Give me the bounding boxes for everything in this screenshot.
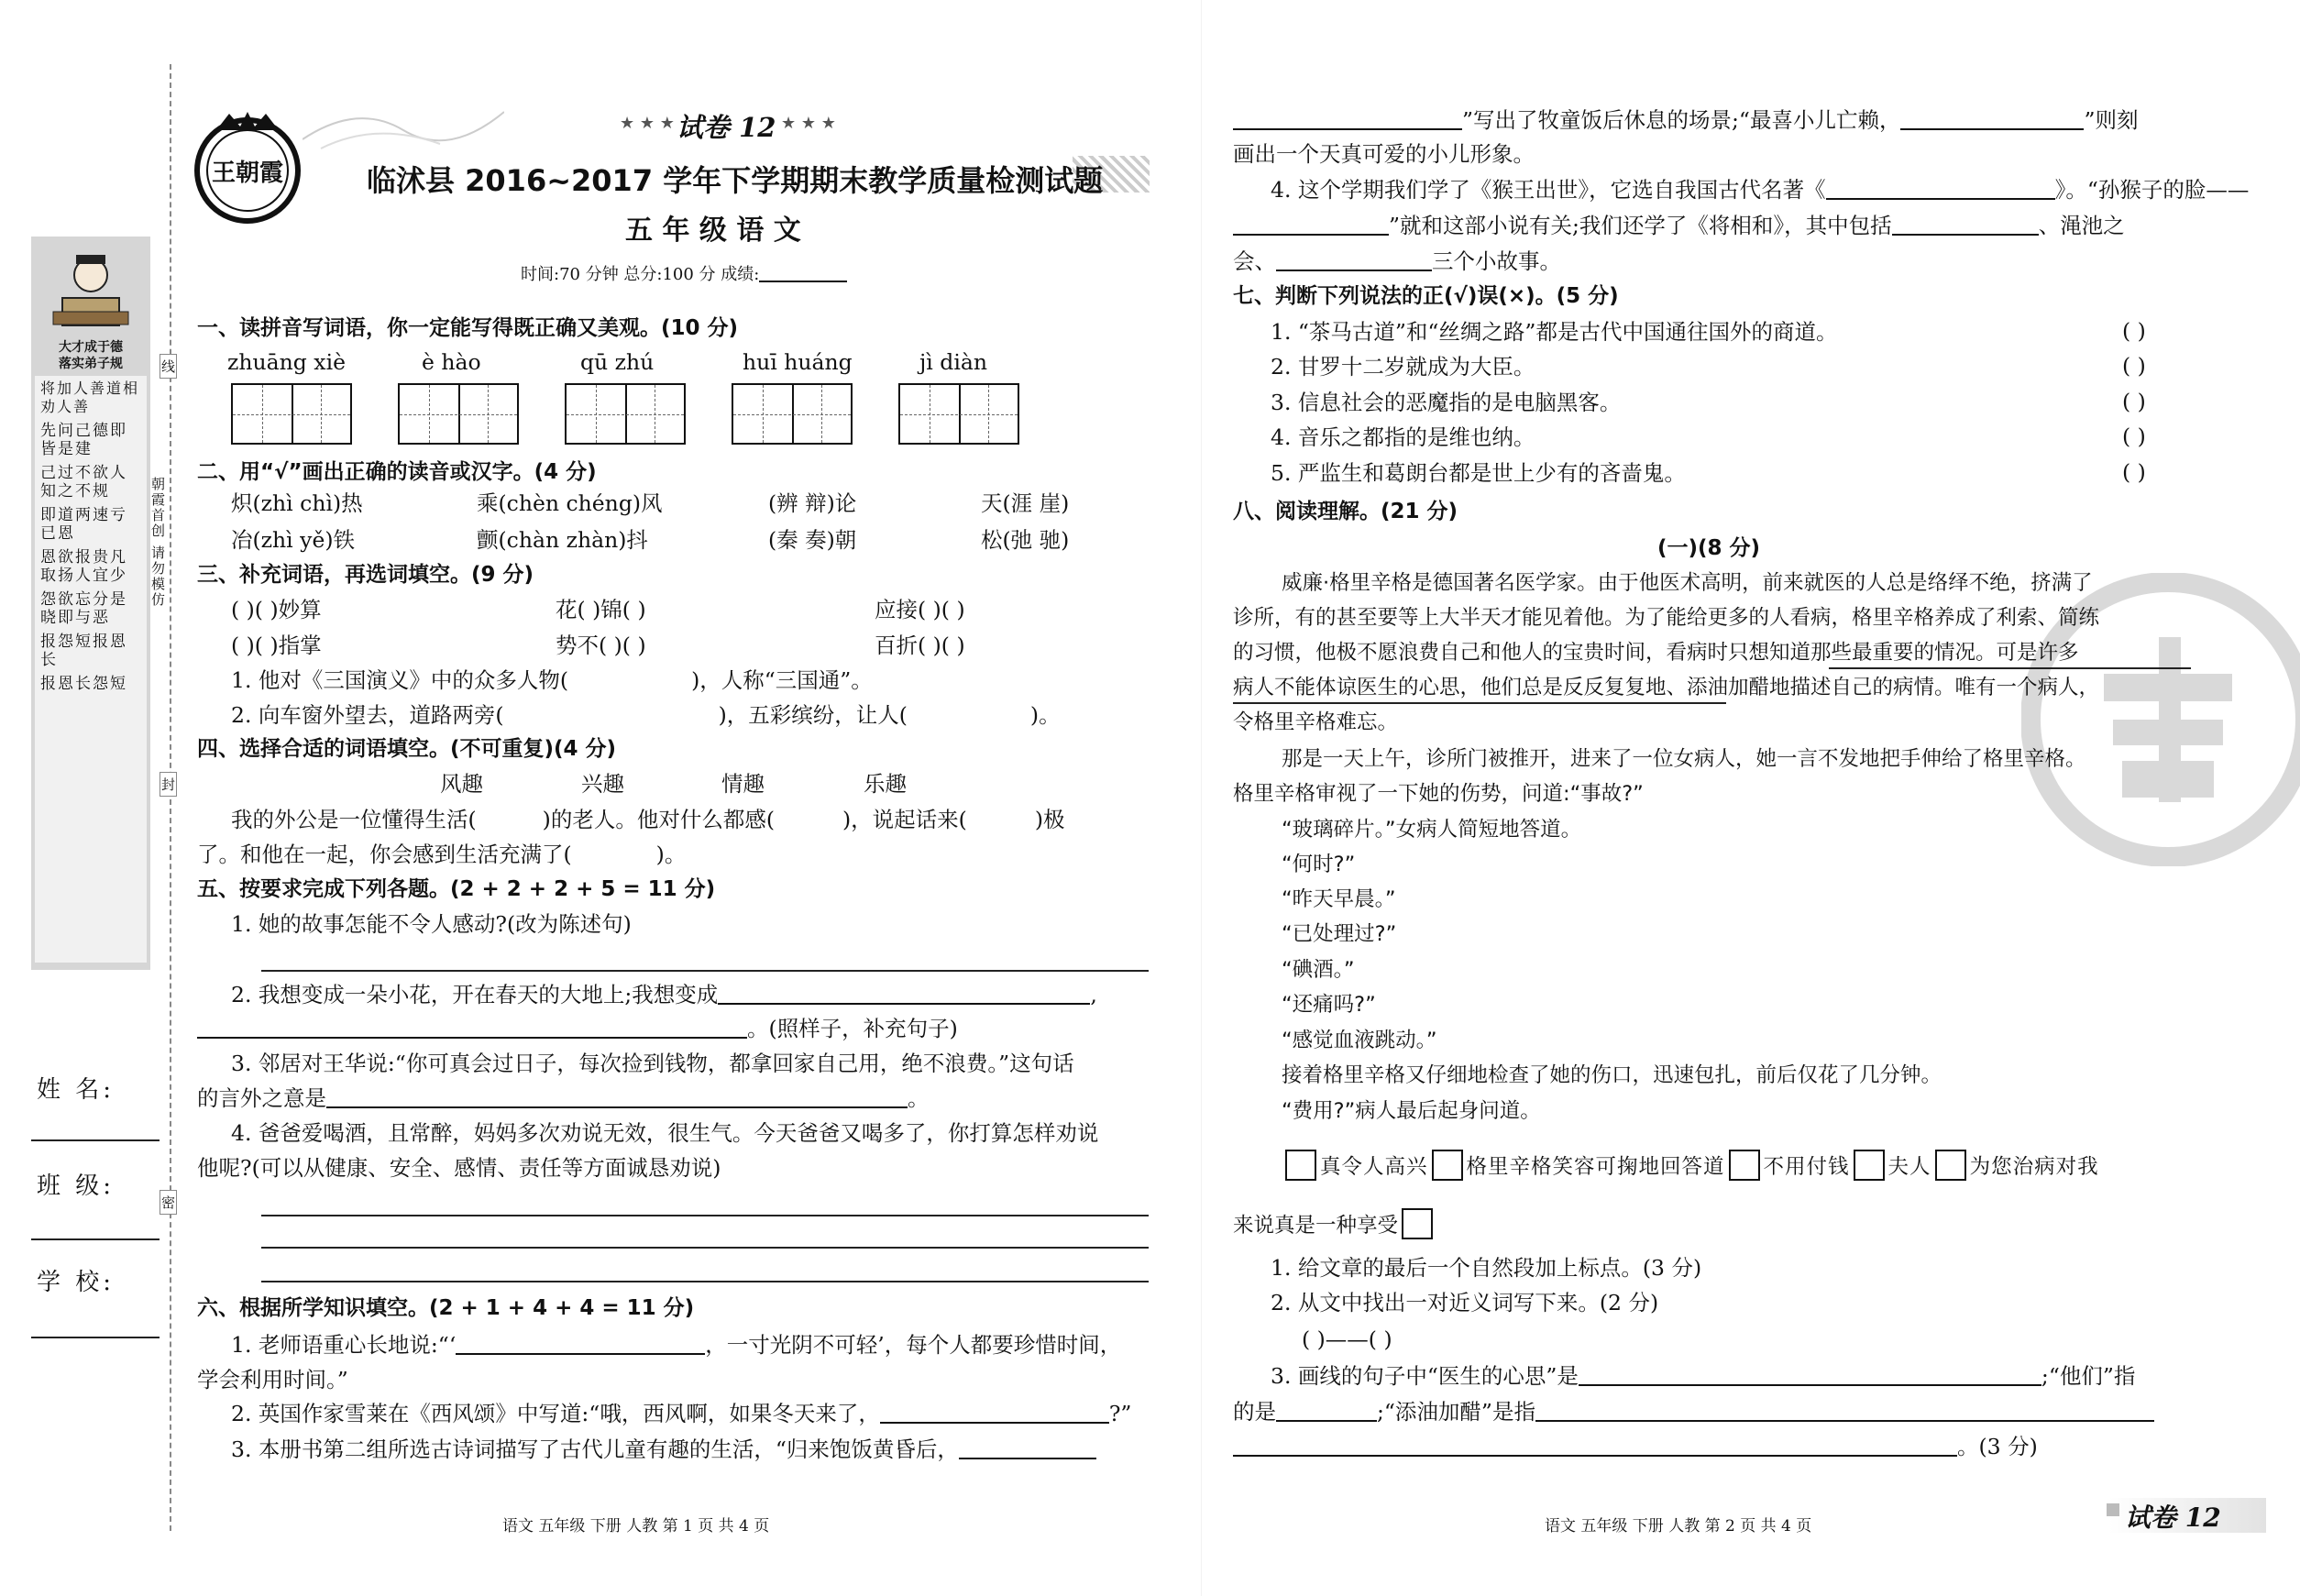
writing-box[interactable] xyxy=(898,383,1019,445)
section-2-title: 二、用“√”画出正确的读音或汉字。(4 分) xyxy=(197,460,597,484)
sidebar-text: 己过不欲人知之不规 xyxy=(40,464,127,501)
answer-blank[interactable] xyxy=(1535,1400,2154,1422)
text: )，五彩缤纷，让人( xyxy=(718,702,908,728)
text: 来说真是一种享受 xyxy=(1233,1214,1399,1238)
class-field[interactable] xyxy=(31,1238,160,1240)
sidebar-text: 将加人善道相劝人善 xyxy=(40,380,140,415)
question xyxy=(1233,106,2138,134)
writing-box[interactable] xyxy=(565,383,686,445)
pinyin: qū zhú xyxy=(580,349,655,375)
question: 学会利用时间。” xyxy=(197,1367,348,1392)
answer-blank[interactable] xyxy=(880,1402,1109,1424)
text: 1. 老师语重心长地说:“‘ xyxy=(231,1332,457,1358)
tag-square xyxy=(2107,1503,2119,1516)
pinyin: è hào xyxy=(422,349,481,375)
idiom-item[interactable]: ( )( )指掌 xyxy=(231,633,322,658)
passage-line: 令格里辛格难忘。 xyxy=(1233,710,1399,734)
reading-subtitle: (一)(8 分) xyxy=(1657,536,1761,560)
text: 格里辛格笑容可掬地回答道 xyxy=(1466,1155,1725,1179)
punct-box[interactable] xyxy=(1854,1150,1885,1181)
sidebar-text: 即道两速亏已恩 xyxy=(40,506,127,543)
text: )极 xyxy=(1034,807,1065,832)
answer-paren[interactable]: ( ) xyxy=(2122,389,2146,414)
dialogue-line: “感觉血液跳动。” xyxy=(1282,1029,1437,1052)
section-5-title: 五、按要求完成下列各题。(2 + 2 + 2 + 5 = 11 分) xyxy=(197,877,716,901)
text: )。 xyxy=(655,842,687,867)
answer-blank[interactable] xyxy=(959,1437,1096,1459)
question xyxy=(231,1331,1121,1359)
underline-mark xyxy=(1829,667,2191,669)
sidebar-text: 恩欲报贵凡取扬人宜少 xyxy=(40,548,127,585)
text: 夫人 xyxy=(1887,1155,1931,1179)
test-number: 试卷 12 xyxy=(677,112,776,143)
dialogue-line: “碘酒。” xyxy=(1282,958,1355,982)
answer-blank[interactable] xyxy=(1900,108,2084,130)
answer-pair[interactable]: ( )——( ) xyxy=(1302,1326,1392,1352)
text: 我的外公是一位懂得生活( xyxy=(231,807,477,832)
text: 真令人高兴 xyxy=(1320,1155,1428,1179)
answer-blank[interactable] xyxy=(1233,214,1389,236)
punct-box[interactable] xyxy=(1402,1208,1433,1239)
section-8-title: 八、阅读理解。(21 分) xyxy=(1233,500,1458,523)
text: ”就和这部小说有关;我们还学了《将相和》，其中包括 xyxy=(1389,213,1892,238)
dialogue-line: “费用?”病人最后起身问道。 xyxy=(1282,1099,1541,1123)
answer-blank[interactable] xyxy=(1233,1435,1957,1457)
idiom-item[interactable]: 势不( )( ) xyxy=(556,633,646,658)
brand-logo xyxy=(189,110,306,227)
text: 3. 本册书第二组所选古诗词描写了古代儿童有趣的生活，“归来饱饭黄昏后， xyxy=(231,1436,959,1462)
question: 他呢?(可以从健康、安全、感情、责任等方面诚恳劝说) xyxy=(197,1155,721,1181)
answer-blank[interactable] xyxy=(1892,214,2039,236)
choice-item[interactable]: 炽(zhì chì)热 xyxy=(231,490,363,516)
writing-box[interactable] xyxy=(231,383,352,445)
score-blank[interactable] xyxy=(759,266,847,282)
text: 会、 xyxy=(1233,248,1276,274)
dialogue-line: “玻璃碎片。”女病人简短地答道。 xyxy=(1282,818,1582,842)
passage-line: 病人不能体谅医生的心思，他们总是反反复复地、添油加醋地描述自己的病情。唯有一个病人， xyxy=(1233,676,2100,699)
passage-line: 威廉·格里辛格是德国著名医学家。由于他医术高明，前来就医的人总是络绎不绝，挤满了 xyxy=(1282,571,2093,595)
answer-paren[interactable]: ( ) xyxy=(2122,353,2146,379)
logo-text: 王朝霞 xyxy=(211,160,283,187)
answer-paren[interactable]: ( ) xyxy=(2122,459,2146,485)
text: )，人称“三国通”。 xyxy=(691,667,873,693)
text: 的是 xyxy=(1233,1399,1276,1425)
text: 2. 我想变成一朵小花，开在春天的大地上;我想变成 xyxy=(231,982,719,1007)
answer-line[interactable] xyxy=(261,1281,1149,1282)
answer-blank[interactable] xyxy=(718,983,1090,1005)
text: ”写出了牧童饭后休息的场景;“最喜小儿亡赖， xyxy=(1462,107,1901,133)
seal-mark: 密 xyxy=(160,1190,177,1215)
passage-line: 格里辛格审视了一下她的伤势，问道:“事故?” xyxy=(1233,782,1644,806)
punct-box[interactable] xyxy=(1729,1150,1760,1181)
word-option: 情趣 xyxy=(721,771,765,797)
school-field[interactable] xyxy=(31,1337,160,1338)
choice-item[interactable]: 松(弛 驰) xyxy=(981,527,1070,553)
judge-item: 5. 严监生和葛朗台都是世上少有的吝啬鬼。 xyxy=(1271,460,1686,486)
idiom-item[interactable]: 应接( )( ) xyxy=(875,597,965,622)
idiom-item[interactable]: 百折( )( ) xyxy=(875,633,965,658)
question: 2. 从文中找出一对近义词写下来。(2 分) xyxy=(1271,1290,1659,1315)
answer-line[interactable] xyxy=(261,1215,1149,1216)
judge-item: 1. “茶马古道”和“丝绸之路”都是古代中国通往国外的商道。 xyxy=(1271,319,1838,345)
section-1-title: 一、读拼音写词语，你一定能写得既正确又美观。(10 分) xyxy=(197,316,739,340)
question xyxy=(1271,176,2249,204)
text: 2. 英国作家雪莱在《西风颂》中写道:“哦，西风啊，如果冬天来了， xyxy=(231,1401,880,1426)
sidebar-text: 报恩长怨短 xyxy=(40,675,127,693)
answer-blank[interactable] xyxy=(326,1086,908,1108)
dialogue-line: “何时?” xyxy=(1282,853,1356,876)
text: 。(3 分) xyxy=(1957,1434,2038,1459)
question xyxy=(231,1400,1131,1427)
section-3-title: 三、补充词语，再选词填空。(9 分) xyxy=(197,563,534,587)
idiom-item[interactable]: 花( )锦( ) xyxy=(556,597,646,622)
stars-right: ★ ★ ★ xyxy=(781,114,836,133)
answer-blank[interactable] xyxy=(1826,178,2055,200)
choice-item[interactable]: 冶(zhì yě)铁 xyxy=(231,527,356,553)
exam-meta xyxy=(521,261,847,285)
text: 为您治病对我 xyxy=(1969,1155,2099,1179)
choice-item[interactable]: (辨 辩)论 xyxy=(768,490,857,516)
punct-box[interactable] xyxy=(1935,1150,1966,1181)
text: 三个小故事。 xyxy=(1432,248,1561,274)
question xyxy=(231,666,873,694)
section-7-title: 七、判断下列说法的正(√)误(×)。(5 分) xyxy=(1233,284,1619,308)
scholar-illustration xyxy=(44,248,138,335)
school-label: 学 校: xyxy=(37,1269,116,1296)
dialogue-line: “已处理过?” xyxy=(1282,922,1397,946)
page-footer: 语文 五年级 下册 人教 第 2 页 共 4 页 xyxy=(1545,1517,1812,1535)
question xyxy=(231,806,1065,833)
text: )的老人。他对什么都感( xyxy=(542,807,776,832)
judge-item: 4. 音乐之都指的是维也纳。 xyxy=(1271,424,1535,450)
idiom-item[interactable]: ( )( )妙算 xyxy=(231,597,322,622)
text: 的言外之意是 xyxy=(197,1085,326,1111)
text: ?” xyxy=(1108,1401,1132,1426)
punct-box[interactable] xyxy=(1432,1150,1463,1181)
question: 2. 我想变成一朵小花，开在春天的大地上;我想变成 , xyxy=(231,982,1097,1007)
punct-box[interactable] xyxy=(1285,1150,1316,1181)
text: ，一寸光阴不可轻’，每个人都要珍惜时间， xyxy=(705,1332,1122,1358)
judge-item: 3. 信息社会的恶魔指的是电脑黑客。 xyxy=(1271,390,1622,415)
word-option: 乐趣 xyxy=(864,771,907,797)
choice-item[interactable]: 乘(chèn chéng)风 xyxy=(477,490,663,516)
punctuation-exercise xyxy=(1233,1208,1436,1239)
class-label: 班 级: xyxy=(37,1172,116,1200)
judge-item: 2. 甘罗十二岁就成为大臣。 xyxy=(1271,354,1535,380)
answer-blank[interactable] xyxy=(197,1017,747,1039)
margin-note: 朝霞首创 请勿模仿 xyxy=(149,477,166,608)
word-option: 兴趣 xyxy=(581,771,624,797)
text: ”则刻 xyxy=(2084,107,2139,133)
underline-mark xyxy=(1233,702,1726,704)
section-4-title: 四、选择合适的词语填空。(不可重复)(4 分) xyxy=(197,737,617,761)
question: 的言外之意是 。 xyxy=(197,1085,930,1111)
text: 不用付钱 xyxy=(1763,1155,1850,1179)
text: ;“添油加醋”是指 xyxy=(1377,1399,1535,1425)
text: 》。“孙猴子的脸—— xyxy=(2054,177,2250,203)
sidebar-panel xyxy=(31,237,150,970)
word-option: 风趣 xyxy=(440,771,483,797)
answer-paren[interactable]: ( ) xyxy=(2122,318,2146,344)
question xyxy=(197,1015,958,1042)
answer-line[interactable] xyxy=(261,970,1149,972)
text: 了。和他在一起，你会感到生活充满了( xyxy=(197,842,572,867)
motto-line: 大才成于德 xyxy=(59,340,123,355)
motto-line: 落实弟子规 xyxy=(59,357,123,371)
question: 1. 给文章的最后一个自然段加上标点。(3 分) xyxy=(1271,1255,1702,1281)
writing-box[interactable] xyxy=(732,383,853,445)
choice-item[interactable]: 天(涯 崖) xyxy=(981,490,1070,516)
question: 画出一个天真可爱的小儿形象。 xyxy=(1233,141,1535,167)
answer-blank[interactable] xyxy=(456,1333,705,1355)
exam-meta-text: 时间:70 分钟 总分:100 分 成绩: xyxy=(521,265,760,284)
question xyxy=(1233,212,2125,239)
text: 、渑池之 xyxy=(2038,213,2125,238)
dialogue-line: “还痛吗?” xyxy=(1282,993,1376,1017)
text: 。(照样子，补充句子) xyxy=(747,1016,958,1041)
sidebar-text: 怨欲忘分是晓即与恶 xyxy=(40,590,127,627)
text: 1. 他对《三国演义》中的众多人物( xyxy=(231,667,569,693)
text: )。 xyxy=(1029,702,1061,728)
dialogue-line: “昨天早晨。” xyxy=(1282,887,1396,911)
pinyin: jì diàn xyxy=(919,349,987,375)
question: 3. 邻居对王华说:“你可真会过日子，每次捡到钱物，都拿回家自己用，绝不浪费。”这句话 xyxy=(231,1051,1074,1076)
page-tag: 试卷 12 xyxy=(2125,1502,2221,1533)
page-title: 临沭县 2016~2017 学年下学期期末教学质量检测试题 xyxy=(367,163,1104,198)
subject-title: 五 年 级 语 文 xyxy=(625,215,801,247)
pinyin: zhuāng xiè xyxy=(227,349,346,375)
answer-blank[interactable] xyxy=(1276,249,1432,271)
text: ;“他们”指 xyxy=(2041,1363,2136,1389)
binding-line xyxy=(170,64,171,1531)
text: )，说起话来( xyxy=(842,807,967,832)
name-label: 姓 名: xyxy=(37,1076,116,1104)
question xyxy=(231,701,1061,729)
stars-left: ★ ★ ★ xyxy=(620,114,675,133)
passage-line: 诊所，有的甚至要等上大半天才能见着他。为了能给更多的人看病，格里辛格养成了利索、简练 xyxy=(1233,606,2100,630)
section-6-title: 六、根据所学知识填空。(2 + 1 + 4 + 4 = 11 分) xyxy=(197,1296,695,1320)
page-fold xyxy=(1201,0,1202,1596)
seal-mark: 封 xyxy=(160,772,177,797)
question xyxy=(197,841,686,868)
choice-item[interactable]: 颤(chàn zhàn)抖 xyxy=(477,527,648,553)
passage-line: 那是一天上午，诊所门被推开，进来了一位女病人，她一言不发地把手伸给了格里辛格。 xyxy=(1282,747,2086,771)
text: 4. 这个学期我们学了《猴王出世》，它选自我国古代名著《 xyxy=(1271,177,1826,203)
answer-blank[interactable] xyxy=(1579,1364,2041,1386)
page-footer: 语文 五年级 下册 人教 第 1 页 共 4 页 xyxy=(502,1517,770,1535)
question xyxy=(1271,1362,2135,1390)
pinyin: huī huáng xyxy=(743,349,853,375)
answer-blank[interactable] xyxy=(1276,1400,1377,1422)
choice-item[interactable]: (秦 奏)朝 xyxy=(768,527,857,553)
question: 4. 爸爸爱喝酒，且常醉，妈妈多次劝说无效，很生气。今天爸爸又喝多了，你打算怎样劝说 xyxy=(231,1120,1099,1146)
question xyxy=(1233,1398,2154,1425)
question xyxy=(1233,1433,2038,1460)
passage-line: 的习惯，他极不愿浪费自己和他人的宝贵时间，看病时只想知道那些最重要的情况。可是许多 xyxy=(1233,641,2079,665)
question: 1. 她的故事怎能不令人感动?(改为陈述句) xyxy=(231,911,632,937)
seal-mark: 线 xyxy=(160,354,177,379)
name-field[interactable] xyxy=(31,1139,160,1141)
answer-blank[interactable] xyxy=(1233,108,1462,130)
text: 2. 向车窗外望去，道路两旁( xyxy=(231,702,504,728)
dialogue-line: 接着格里辛格又仔细地检查了她的伤口，迅速包扎，前后仅花了几分钟。 xyxy=(1282,1063,1942,1087)
answer-line[interactable] xyxy=(261,1247,1149,1249)
sidebar-text: 报怨短报恩长 xyxy=(40,633,127,669)
question xyxy=(231,1436,1096,1463)
punctuation-exercise xyxy=(1282,1150,2099,1181)
writing-box[interactable] xyxy=(398,383,519,445)
text: 3. 画线的句子中“医生的心思”是 xyxy=(1271,1363,1579,1389)
answer-paren[interactable]: ( ) xyxy=(2122,424,2146,449)
question xyxy=(1233,248,1561,275)
sidebar-text: 先问己德即皆是建 xyxy=(40,422,127,458)
